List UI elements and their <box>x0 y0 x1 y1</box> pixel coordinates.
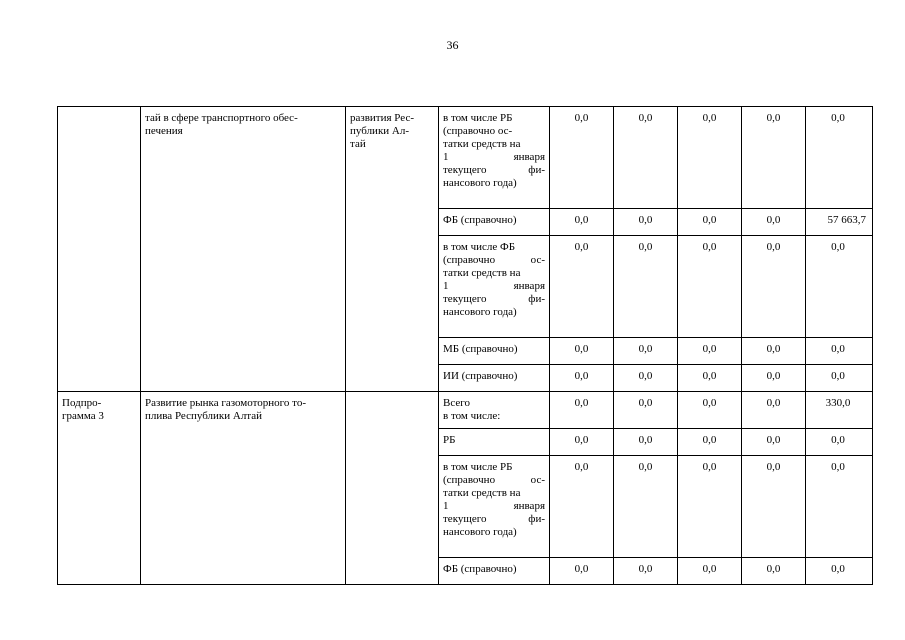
value-cell: 0,0 <box>678 107 742 209</box>
source-line: в том числе ФБ <box>443 241 516 253</box>
source-line: нансового года) <box>443 306 517 318</box>
source-line: текущего фи- <box>443 293 545 305</box>
value-cell: 0,0 <box>614 456 678 558</box>
value-cell: 0,0 <box>742 236 806 338</box>
value-cell: 57 663,7 <box>806 209 873 236</box>
table-row <box>58 392 873 429</box>
funding-source-cell: ФБ (справочно) <box>439 558 550 585</box>
value-cell: 0,0 <box>742 338 806 365</box>
value-cell: 0,0 <box>678 338 742 365</box>
value-cell: 0,0 <box>678 456 742 558</box>
funding-source-cell: РБ <box>439 429 550 456</box>
budget-table <box>57 106 873 585</box>
value-cell: 0,0 <box>550 365 614 392</box>
value-cell: 0,0 <box>614 392 678 429</box>
source-line: текущего фи- <box>443 164 545 176</box>
source-line: 1 января <box>443 500 545 512</box>
value-cell: 0,0 <box>678 558 742 585</box>
value-cell: 0,0 <box>614 209 678 236</box>
value-cell: 0,0 <box>742 365 806 392</box>
value-cell: 0,0 <box>550 236 614 338</box>
value-cell: 0,0 <box>614 107 678 209</box>
source-line: нансового года) <box>443 177 517 189</box>
source-line: (справочно ос- <box>443 474 545 486</box>
value-cell: 0,0 <box>614 236 678 338</box>
source-line: в том числе РБ <box>443 112 513 124</box>
executor-cell <box>346 392 439 585</box>
funding-source-cell <box>439 107 550 209</box>
value-cell: 0,0 <box>742 392 806 429</box>
value-cell: 0,0 <box>550 392 614 429</box>
page-number: 36 <box>446 38 459 52</box>
value-cell: 0,0 <box>550 558 614 585</box>
value-cell: 0,0 <box>550 107 614 209</box>
measure-name-cell: Развитие рынка газомоторного то- плива Республики Алтай <box>141 392 346 585</box>
value-cell: 0,0 <box>550 209 614 236</box>
value-cell: 0,0 <box>806 338 873 365</box>
value-cell: 0,0 <box>742 209 806 236</box>
source-line: 1 января <box>443 280 545 292</box>
value-cell: 0,0 <box>806 365 873 392</box>
value-cell: 0,0 <box>550 338 614 365</box>
value-cell: 330,0 <box>806 392 873 429</box>
funding-source-cell: Всего в том числе: <box>439 392 550 429</box>
value-cell: 0,0 <box>806 456 873 558</box>
source-line: татки средств на <box>443 138 521 150</box>
value-cell: 0,0 <box>614 338 678 365</box>
funding-source-cell: МБ (справочно) <box>439 338 550 365</box>
value-cell: 0,0 <box>742 558 806 585</box>
value-cell: 0,0 <box>678 365 742 392</box>
value-cell: 0,0 <box>678 429 742 456</box>
value-cell: 0,0 <box>678 209 742 236</box>
source-line: татки средств на <box>443 267 521 279</box>
funding-source-cell <box>439 456 550 558</box>
source-line: 1 января <box>443 151 545 163</box>
source-line: нансового года) <box>443 526 517 538</box>
table-row <box>58 107 873 209</box>
value-cell: 0,0 <box>678 392 742 429</box>
value-cell: 0,0 <box>550 429 614 456</box>
funding-source-cell <box>439 236 550 338</box>
value-cell: 0,0 <box>614 365 678 392</box>
executor-cell: развития Рес- публики Ал- тай <box>346 107 439 392</box>
value-cell: 0,0 <box>742 456 806 558</box>
funding-source-cell: ИИ (справочно) <box>439 365 550 392</box>
value-cell: 0,0 <box>742 429 806 456</box>
measure-name-cell: тай в сфере транспортного обес- печения <box>141 107 346 392</box>
value-cell: 0,0 <box>806 429 873 456</box>
source-line: (справочно ос- <box>443 254 545 266</box>
value-cell: 0,0 <box>614 558 678 585</box>
program-cell: Подпро- грамма 3 <box>58 392 141 585</box>
value-cell: 0,0 <box>806 236 873 338</box>
value-cell: 0,0 <box>806 107 873 209</box>
value-cell: 0,0 <box>742 107 806 209</box>
source-line: в том числе РБ <box>443 461 513 473</box>
value-cell: 0,0 <box>806 558 873 585</box>
value-cell: 0,0 <box>614 429 678 456</box>
source-line: татки средств на <box>443 487 521 499</box>
value-cell: 0,0 <box>678 236 742 338</box>
source-line: (справочно ос- <box>443 125 513 137</box>
program-cell <box>58 107 141 392</box>
funding-source-cell: ФБ (справочно) <box>439 209 550 236</box>
source-line: текущего фи- <box>443 513 545 525</box>
value-cell: 0,0 <box>550 456 614 558</box>
